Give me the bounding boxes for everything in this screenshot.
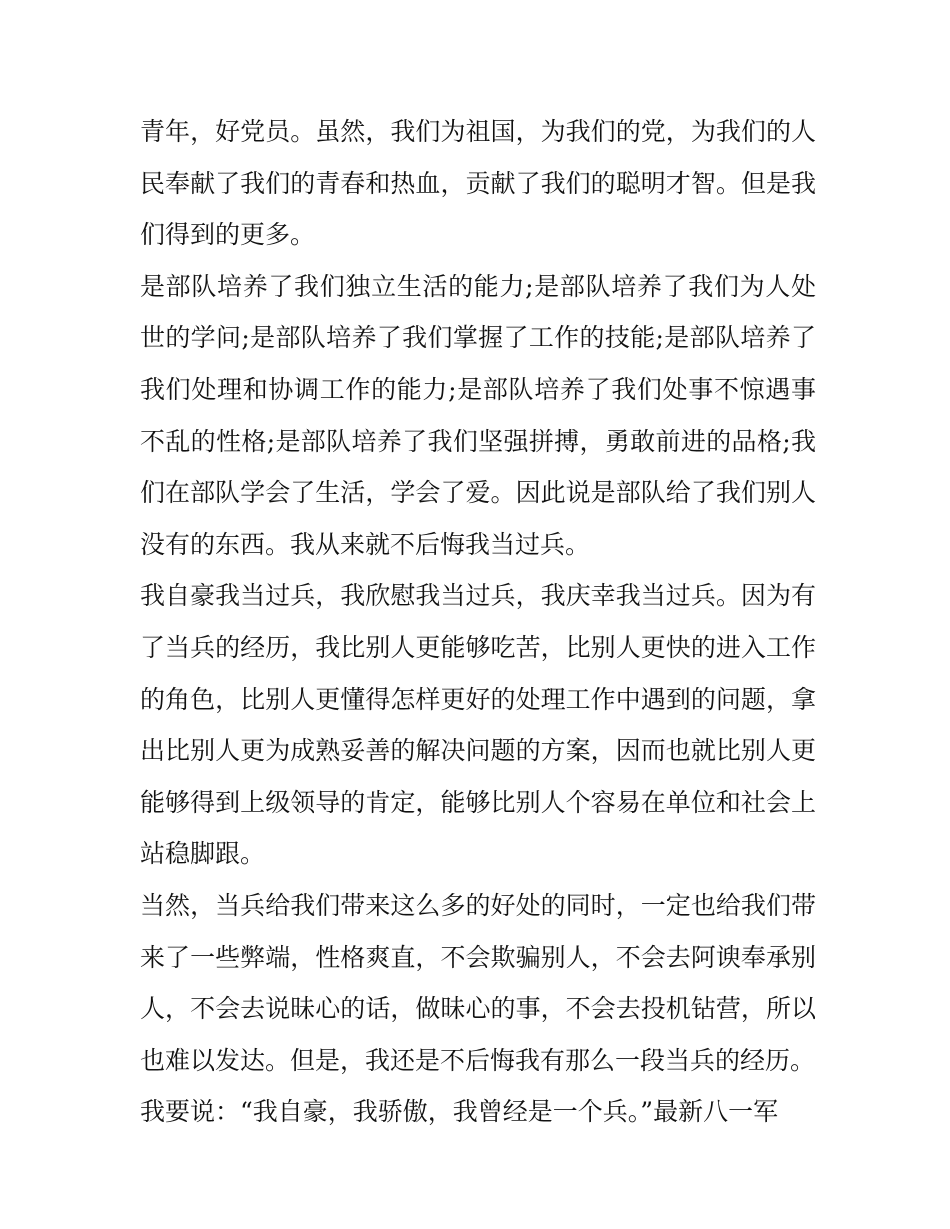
paragraph-2: 是部队培养了我们独立生活的能力;是部队培养了我们为人处世的学问;是部队培养了我们掌握了工作的技能;是部队培养了我们处理和协调工作的能力;是部队培养了我们处事不惊遇事不乱的性格;是部队培养了我们坚强拼搏，勇敢前进的品格;我们在部队学会了生活，学会了爱。因此说是部队给了我们别人没有的东西。我从来就不后悔我当过兵。	[140, 271, 816, 559]
paragraph-1: 青年，好党员。虽然，我们为祖国，为我们的党，为我们的人民奉献了我们的青春和热血，贡献了我们的聪明才智。但是我们得到的更多。	[140, 117, 816, 250]
document-body	[140, 106, 816, 1138]
paragraph-4: 当然，当兵给我们带来这么多的好处的同时，一定也给我们带来了一些弊端，性格爽直，不会欺骗别人，不会去阿谀奉承别人，不会去说昧心的话，做昧心的事，不会去投机钻营，所以也难以发达。但是，我还是不后悔我有那么一段当兵的经历。	[140, 890, 816, 1075]
paragraph-3: 我自豪我当过兵，我欣慰我当过兵，我庆幸我当过兵。因为有了当兵的经历，我比别人更能够吃苦，比别人更快的进入工作的角色，比别人更懂得怎样更好的处理工作中遇到的问题，拿出比别人更为成熟妥善的解决问题的方案，因而也就比别人更能够得到上级领导的肯定，能够比别人个容易在单位和社会上站稳脚跟。	[140, 581, 816, 869]
paragraph-5: 我要说：“我自豪，我骄傲，我曾经是一个兵。”最新八一军	[140, 1097, 779, 1127]
